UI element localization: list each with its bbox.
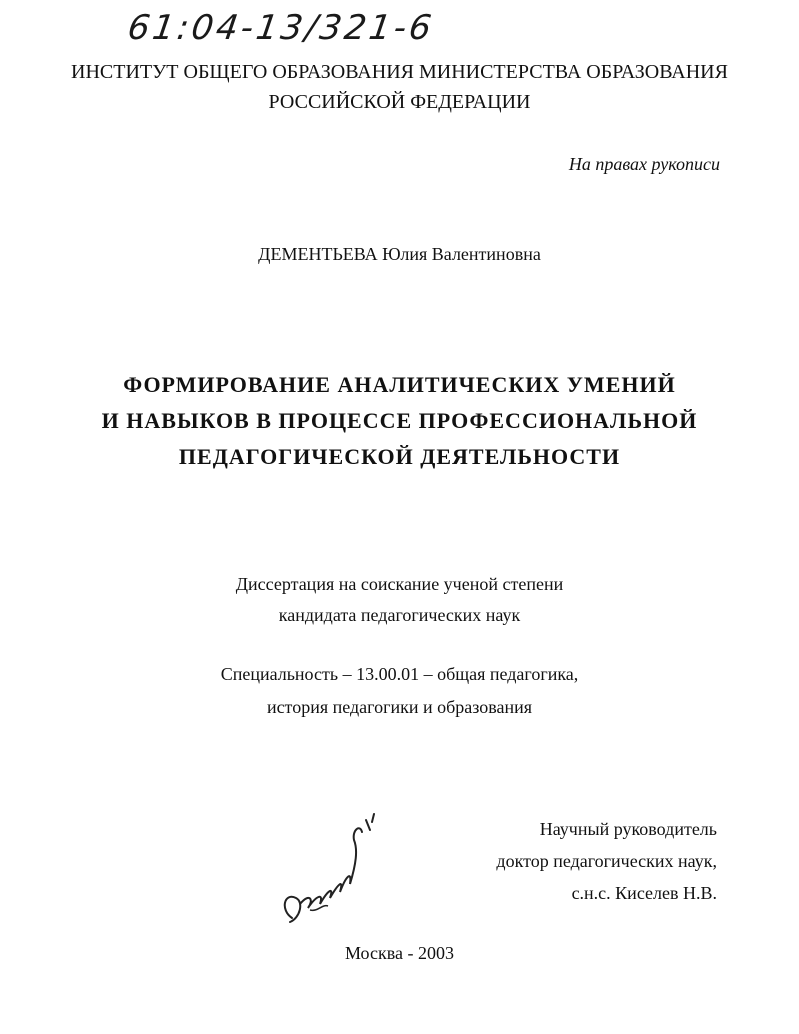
institution-line-2: РОССИЙСКОЙ ФЕДЕРАЦИИ (268, 91, 531, 113)
manuscript-rights-note: На правах рукописи (568, 154, 720, 174)
title-line-2: И НАВЫКОВ В ПРОЦЕССЕ ПРОФЕССИОНАЛЬНОЙ (101, 408, 698, 433)
supervisor-degree: доктор педагогических наук, (496, 851, 717, 871)
title-line-1: ФОРМИРОВАНИЕ АНАЛИТИЧЕСКИХ УМЕНИЙ (123, 372, 676, 397)
supervisor-name: с.н.с. Киселев Н.В. (571, 883, 717, 903)
specialty-line-2: история педагогики и образования (266, 697, 533, 717)
handwritten-signature (270, 800, 380, 930)
author-name: ДЕМЕНТЬЕВА Юлия Валентиновна (258, 244, 541, 264)
specialty-line-1: Специальность – 13.00.01 – общая педагогика, (220, 664, 579, 684)
degree-line-1: Диссертация на соискание ученой степени (235, 574, 564, 594)
archive-code-text: 61:04-13/321-6 (125, 8, 437, 48)
degree-line-2: кандидата педагогических наук (278, 605, 521, 625)
title-line-3: ПЕДАГОГИЧЕСКОЙ ДЕЯТЕЛЬНОСТИ (178, 444, 621, 469)
city-year: Москва - 2003 (345, 943, 454, 963)
supervisor-label: Научный руководитель (539, 819, 717, 839)
institution-line-1: ИНСТИТУТ ОБЩЕГО ОБРАЗОВАНИЯ МИНИСТЕРСТВА ОБРАЗОВАНИЯ (71, 61, 728, 83)
archive-code-handwritten (125, 8, 488, 60)
